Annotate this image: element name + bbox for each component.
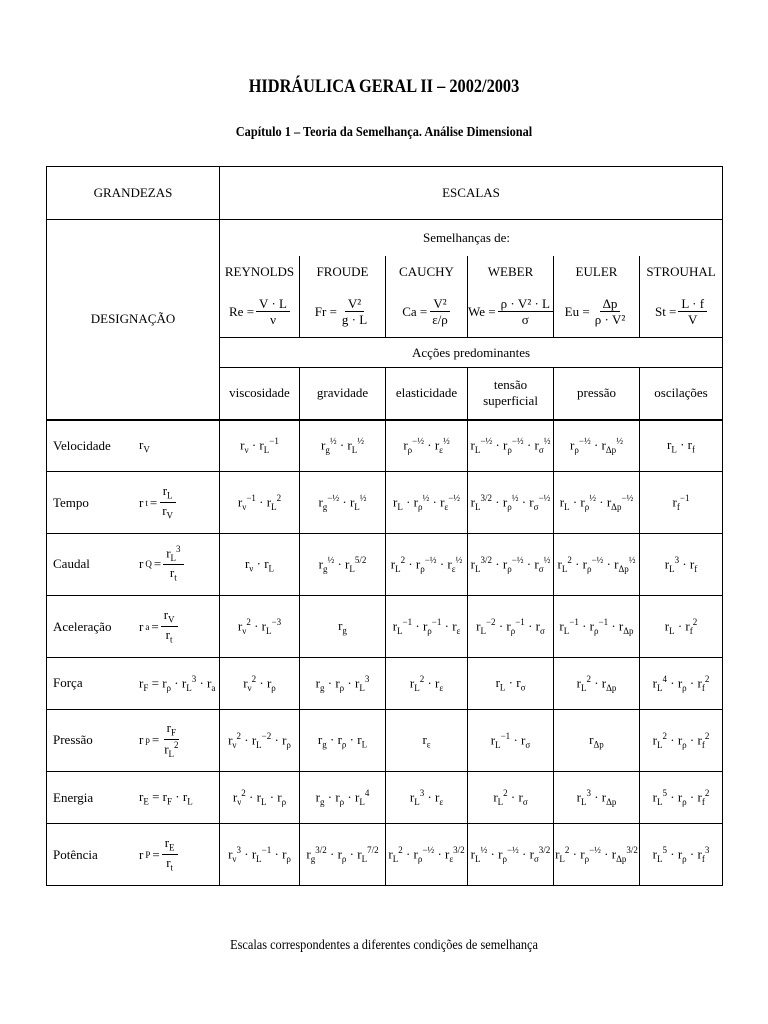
scale-cell: $r_L^{-\frac{1}{2}} \cdot r_\rho^{-\frac{1}{2}} \cdot r_\sigma^{\frac{1}{2}}$: [468, 420, 554, 472]
similarity-formula-cauchy: Ca = $\frac{\text{V²}}{\varepsilon/\rho}$: [386, 288, 468, 338]
table-caption: Escalas correspondentes a diferentes condições de semelhança: [230, 938, 538, 953]
header-grandezas: GRANDEZAS: [47, 167, 220, 220]
table-row: [47, 772, 723, 824]
scale-cell: $r_L^{3/2} \cdot r_\rho^{\frac{1}{2}} \cdot r_\sigma^{-\frac{1}{2}}$: [468, 472, 554, 534]
scale-cell: $r_L^{-1} \cdot r_\rho^{-1} \cdot r_{\Delta p}$: [554, 596, 640, 658]
scale-cell: $r_g \cdot r_\rho \cdot r_L^4$: [300, 772, 386, 824]
table-row: [47, 596, 723, 658]
table-row: [47, 420, 723, 472]
similarity-name-reynolds: REYNOLDS: [220, 256, 300, 288]
similarity-name-euler: EULER: [554, 256, 640, 288]
similarity-name-froude: FROUDE: [300, 256, 386, 288]
similarity-name-cauchy: CAUCHY: [386, 256, 468, 288]
quantity-formula: r Q = $\frac{r_L^3}{r_t}$: [139, 545, 219, 583]
page-title: HIDRÁULICA GERAL II – 2002/2003: [248, 76, 520, 97]
action-reynolds: viscosidade: [220, 368, 300, 420]
quantity-formula: $r_E = r_F \cdot r_L$: [139, 788, 193, 807]
scale-cell: $r_L^{-2} \cdot r_\rho^{-1} \cdot r_\sigma$: [468, 596, 554, 658]
scale-cell: $r_\varepsilon$: [386, 710, 468, 772]
scale-cell: $r_L^5 \cdot r_\rho \cdot r_f^2$: [640, 772, 723, 824]
scale-cell: $r_\rho^{-\frac{1}{2}} \cdot r_\varepsilon^{\frac{1}{2}}$: [386, 420, 468, 472]
quantity-formula: r a = $\frac{r_V}{r_t}$: [139, 608, 219, 645]
scale-cell: $r_\nu^{-1} \cdot r_L^2$: [220, 472, 300, 534]
quantity-cell: [47, 596, 220, 658]
quantity-name: Caudal: [53, 556, 90, 572]
quantity-cell: [47, 472, 220, 534]
quantity-name: Energia: [53, 789, 94, 805]
scale-cell: $r_L^2 \cdot r_\rho^{-\frac{1}{2}} \cdot r_{\Delta p}^{\frac{1}{2}}$: [554, 534, 640, 596]
scale-cell: $r_\nu^3 \cdot r_L^{-1} \cdot r_\rho$: [220, 824, 300, 886]
scale-cell: $r_L \cdot r_\rho^{\frac{1}{2}} \cdot r_\varepsilon^{-\frac{1}{2}}$: [386, 472, 468, 534]
quantity-cell: [47, 824, 220, 886]
scale-cell: $r_L^2 \cdot r_{\Delta p}$: [554, 658, 640, 710]
scale-cell: $r_L^3 \cdot r_f$: [640, 534, 723, 596]
scale-cell: $r_\nu^2 \cdot r_L^{-2} \cdot r_\rho$: [220, 710, 300, 772]
quantity-formula: r t = $\frac{r_L}{r_V}$: [139, 484, 219, 521]
scale-cell: $r_L^2 \cdot r_\sigma$: [468, 772, 554, 824]
scale-cell: $r_{\Delta p}$: [554, 710, 640, 772]
table-row: [47, 710, 723, 772]
semelhancas-label: Semelhanças de:: [220, 220, 723, 256]
scale-cell: $r_\nu \cdot r_L^{-1}$: [220, 420, 300, 472]
scale-cell: $r_L \cdot r_\rho^{\frac{1}{2}} \cdot r_{\Delta p}^{-\frac{1}{2}}$: [554, 472, 640, 534]
scale-cell: $r_L \cdot r_\sigma$: [468, 658, 554, 710]
scale-cell: $r_g^{-\frac{1}{2}} \cdot r_L^{\frac{1}{2}}$: [300, 472, 386, 534]
scale-cell: $r_L^5 \cdot r_\rho \cdot r_f^3$: [640, 824, 723, 886]
similarity-name-weber: WEBER: [468, 256, 554, 288]
scale-cell: $r_L^3 \cdot r_{\Delta p}$: [554, 772, 640, 824]
header-escalas: ESCALAS: [220, 167, 723, 220]
quantity-name: Aceleração: [53, 618, 112, 634]
scale-cell: $r_\rho^{-\frac{1}{2}} \cdot r_{\Delta p}^{\frac{1}{2}}$: [554, 420, 640, 472]
scale-cell: $r_\nu \cdot r_L$: [220, 534, 300, 596]
quantity-formula: $r_F = r_\rho \cdot r_L^3 \cdot r_a$: [139, 674, 216, 693]
quantity-cell: [47, 420, 220, 472]
scale-cell: $r_L^2 \cdot r_\varepsilon$: [386, 658, 468, 710]
similarity-formula-froude: Fr = $\frac{\text{V²}}{g \cdot L}$: [300, 288, 386, 338]
table-row: [47, 534, 723, 596]
scale-cell: $r_L^2 \cdot r_\rho^{-\frac{1}{2}} \cdot r_\varepsilon^{3/2}$: [386, 824, 468, 886]
scale-cell: $r_L^2 \cdot r_\rho \cdot r_f^2$: [640, 710, 723, 772]
scale-cell: $r_\nu^2 \cdot r_\rho$: [220, 658, 300, 710]
scale-cell: $r_L^4 \cdot r_\rho \cdot r_f^2$: [640, 658, 723, 710]
quantity-name: Pressão: [53, 732, 93, 748]
quantity-name: Potência: [53, 846, 98, 862]
scales-table: [46, 166, 723, 886]
table-row: [47, 658, 723, 710]
scale-cell: $r_L^2 \cdot r_\rho^{-\frac{1}{2}} \cdot r_\varepsilon^{\frac{1}{2}}$: [386, 534, 468, 596]
similarity-formula-weber: We = $\frac{\text{ρ · V² · L}}{\sigma}$: [468, 288, 554, 338]
scale-cell: $r_\nu^2 \cdot r_L^{-3}$: [220, 596, 300, 658]
quantity-cell: [47, 772, 220, 824]
scale-cell: $r_g^{\frac{1}{2}} \cdot r_L^{\frac{1}{2}}$: [300, 420, 386, 472]
scale-cell: $r_g^{3/2} \cdot r_\rho \cdot r_L^{7/2}$: [300, 824, 386, 886]
scale-cell: $r_\nu^2 \cdot r_L \cdot r_\rho$: [220, 772, 300, 824]
similarity-name-strouhal: STROUHAL: [640, 256, 723, 288]
action-strouhal: oscilações: [640, 368, 723, 420]
scale-cell: $r_L^2 \cdot r_\rho^{-\frac{1}{2}} \cdot r_{\Delta p}^{3/2}$: [554, 824, 640, 886]
scale-cell: $r_L^{\frac{1}{2}} \cdot r_\rho^{-\frac{1}{2}} \cdot r_\sigma^{3/2}$: [468, 824, 554, 886]
scale-cell: $r_L^{-1} \cdot r_\rho^{-1} \cdot r_\varepsilon$: [386, 596, 468, 658]
scale-cell: $r_g \cdot r_\rho \cdot r_L^3$: [300, 658, 386, 710]
action-euler: pressão: [554, 368, 640, 420]
similarity-formula-reynolds: Re = $\frac{V \cdot L}{\nu}$: [220, 288, 300, 338]
quantity-name: Força: [53, 675, 83, 691]
quantity-formula: $r_V$: [139, 436, 150, 455]
quantity-formula: r P = $\frac{r_E}{r_t}$: [139, 836, 219, 873]
quantity-name: Tempo: [53, 494, 89, 510]
scale-cell: $r_L \cdot r_f$: [640, 420, 723, 472]
table-row: [47, 472, 723, 534]
quantity-cell: [47, 658, 220, 710]
similarity-formula-euler: Eu = $\frac{\Delta p}{\text{ρ · V²}}$: [554, 288, 640, 338]
scale-cell: $r_L \cdot r_f^2$: [640, 596, 723, 658]
accoes-label: Acções predominantes: [220, 338, 723, 368]
scale-cell: $r_g \cdot r_\rho \cdot r_L$: [300, 710, 386, 772]
similarity-formula-strouhal: St = $\frac{L \cdot f}{V}$: [640, 288, 723, 338]
action-froude: gravidade: [300, 368, 386, 420]
quantity-cell: [47, 710, 220, 772]
scale-cell: $r_f^{-1}$: [640, 472, 723, 534]
action-cauchy: elasticidade: [386, 368, 468, 420]
scale-cell: $r_L^{-1} \cdot r_\sigma$: [468, 710, 554, 772]
header-designacao: DESIGNAÇÃO: [47, 220, 220, 420]
scale-cell: $r_L^3 \cdot r_\varepsilon$: [386, 772, 468, 824]
table-row: [47, 824, 723, 886]
page-subtitle: Capítulo 1 – Teoria da Semelhança. Análise Dimensional: [235, 125, 533, 140]
scale-cell: $r_g^{\frac{1}{2}} \cdot r_L^{5/2}$: [300, 534, 386, 596]
quantity-formula: r p = $\frac{r_F}{r_L^2}$: [139, 720, 179, 759]
quantity-name: Velocidade: [53, 437, 111, 453]
quantity-cell: [47, 534, 220, 596]
action-weber: tensão superficial: [468, 368, 554, 420]
scale-cell: $r_L^{3/2} \cdot r_\rho^{-\frac{1}{2}} \cdot r_\sigma^{\frac{1}{2}}$: [468, 534, 554, 596]
scale-cell: $r_g$: [300, 596, 386, 658]
